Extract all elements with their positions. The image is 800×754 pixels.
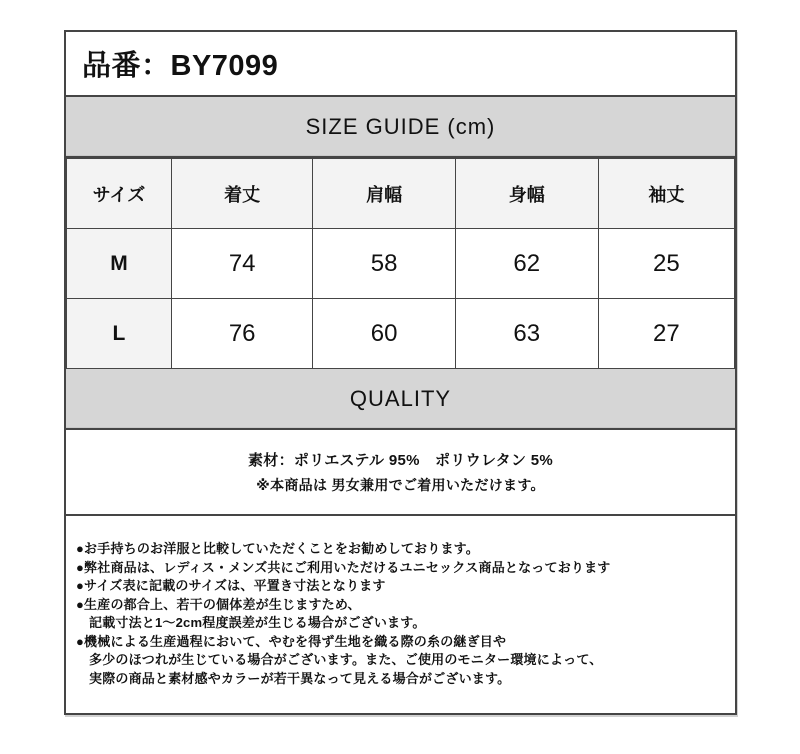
material-composition: 素材：ポリエステル 95% ポリウレタン 5% — [248, 452, 553, 469]
cell-m-shoulder-width: 58 — [313, 229, 455, 299]
notes-section — [66, 516, 735, 713]
note-line: ●機械による生産過程において、やむを得ず生地を織る際の糸の継ぎ目や — [76, 633, 507, 649]
material-section — [66, 430, 735, 516]
unisex-note: ※本商品は 男女兼用でご着用いただけます。 — [256, 477, 545, 493]
note-line-continuation: 実際の商品と素材感やカラーが若干異なって見える場合がございます。 — [89, 670, 511, 686]
cell-m-body-length: 74 — [171, 229, 313, 299]
note-line: ●お手持ちのお洋服と比較していただくことをお勧めしております。 — [76, 541, 480, 556]
cell-l-body-length: 76 — [171, 299, 313, 369]
column-header-shoulder-width: 肩幅 — [313, 159, 455, 229]
size-table — [66, 158, 735, 369]
cell-m-sleeve-length: 25 — [598, 229, 734, 299]
product-spec-sheet — [64, 30, 737, 715]
quality-header: QUALITY — [66, 369, 735, 430]
column-header-sleeve-length: 袖丈 — [598, 159, 734, 229]
size-table-header-row — [67, 159, 735, 229]
column-header-size: サイズ — [67, 159, 172, 229]
note-line-continuation: 記載寸法と1～2cm程度誤差が生じる場合がございます。 — [89, 615, 426, 630]
column-header-body-width: 身幅 — [455, 159, 598, 229]
table-row-l — [67, 299, 735, 369]
row-label-m: M — [67, 229, 172, 299]
note-line: ●弊社商品は、レディス・メンズ共にご利用いただけるユニセックス商品となっております — [76, 559, 611, 575]
note-line-continuation: 多少のほつれが生じている場合がございます。また、ご使用のモニター環境によって、 — [89, 652, 603, 667]
table-row-m — [67, 229, 735, 299]
cell-l-shoulder-width: 60 — [313, 299, 455, 369]
cell-l-sleeve-length: 27 — [598, 299, 734, 369]
cell-m-body-width: 62 — [455, 229, 598, 299]
note-line: ●生産の都合上、若干の個体差が生じますため、 — [76, 596, 361, 612]
column-header-body-length: 着丈 — [171, 159, 313, 229]
row-label-l: L — [67, 299, 172, 369]
cell-l-body-width: 63 — [455, 299, 598, 369]
size-guide-header: SIZE GUIDE (cm) — [66, 97, 735, 158]
note-line: ●サイズ表に記載のサイズは、平置き寸法となります — [76, 578, 386, 593]
product-number: 品番：BY7099 — [66, 32, 735, 97]
